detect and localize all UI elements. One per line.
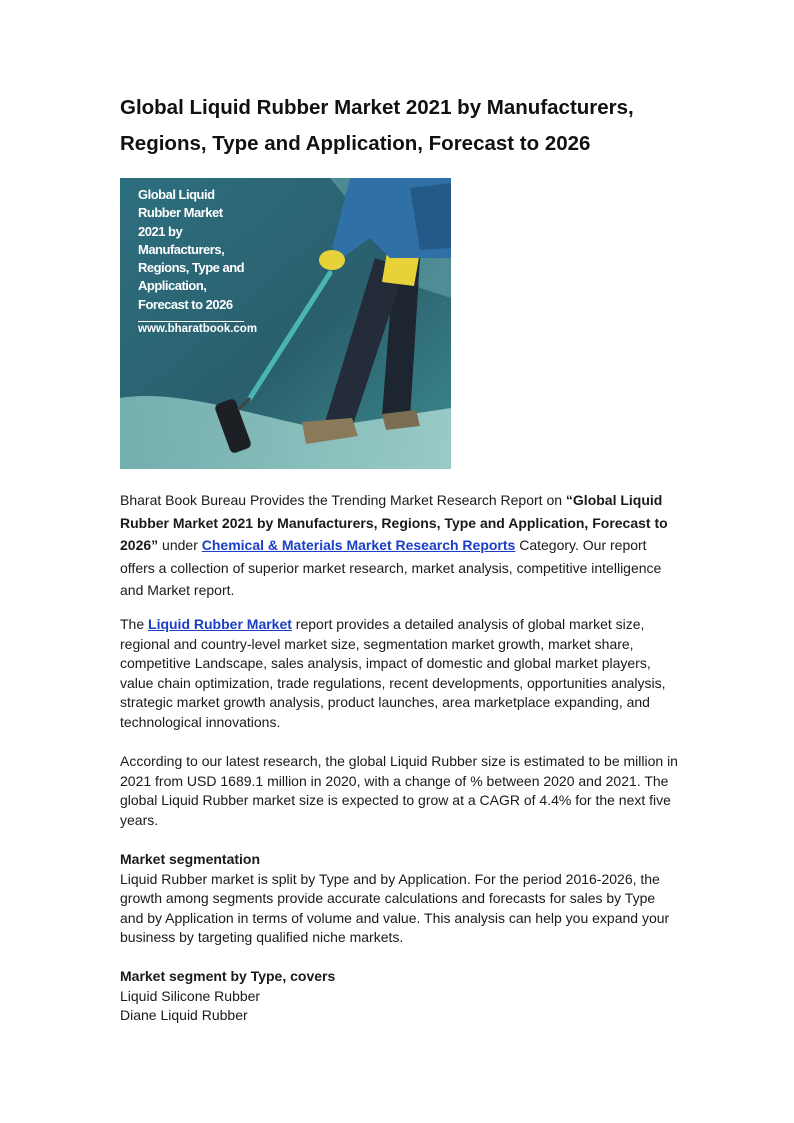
list-item: Liquid Silicone Rubber [120,987,261,1004]
cover-heading-line: Manufacturers, [138,241,225,257]
document-title: Global Liquid Rubber Market 2021 by Manufacturers, Regions, Type and Application, Forecast to 2026 [120,96,634,155]
overview-body: report provides a detailed analysis of global market size, regional and country-level market size, segmentation market growth, market share, competitive Landscape, sales analysis, impact of domestic and global market players, value chain optimization, trade regulations, recent developments, opportunities analysis, strategic market growth analysis, product launches, area marketplace expanding, and technological innovations. [120,616,666,730]
segment-type-heading: Market segment by Type, covers [120,968,336,984]
list-item: Diane Liquid Rubber [120,1007,248,1024]
cover-heading-line: Application, [138,278,207,294]
cover-heading-line: Forecast to 2026 [138,296,233,312]
cover-heading-line: Rubber Market [138,205,223,221]
intro-under: under [158,537,202,553]
category-link[interactable]: Chemical & Materials Market Research Reports [201,537,516,553]
cover-heading-line: Global Liquid [138,187,215,202]
cover-divider [138,321,244,322]
overview-prefix: The [120,616,149,632]
cover-heading [138,186,278,328]
intro-paragraph [120,489,680,602]
overview-paragraph [120,615,680,733]
report-title-quote: “Global Liquid Rubber Market 2021 by Manufacturers, Regions, Type and Application, Forecast to 2026” [120,492,668,553]
cover-heading-line: 2021 by [138,223,183,239]
cover-heading-line: Regions, Type and [138,260,245,276]
segmentation-text: Liquid Rubber market is split by Type and by Application. For the period 2016-2026, the growth among segments provide accurate calculations and forecasts for sales by Type and by Application in terms of volume and value. This analysis can help you expand your business by targeting qualified niche markets. [120,870,670,946]
segment-by-type-section [120,967,680,1026]
segmentation-section [120,850,680,948]
segmentation-heading: Market segmentation [120,851,261,867]
report-cover-image [120,178,451,469]
intro-lead: Bharat Book Bureau Provides the Trending Market Research Report on [120,492,566,508]
research-paragraph: According to our latest research, the global Liquid Rubber size is estimated to be million in 2021 from USD 1689.1 million in 2020, with a change of % between 2020 and 2021. The global Liquid Rubber market size is expected to grow at a CAGR of 4.4% for the next five years. [120,753,678,828]
cover-url: www.bharatbook.com [138,323,258,335]
worker-glove [319,250,345,270]
market-link[interactable]: Liquid Rubber Market [148,616,292,632]
intro-suffix: Category. Our report offers a collection of superior market research, market analysis, competitive intelligence and Market report. [120,537,662,598]
